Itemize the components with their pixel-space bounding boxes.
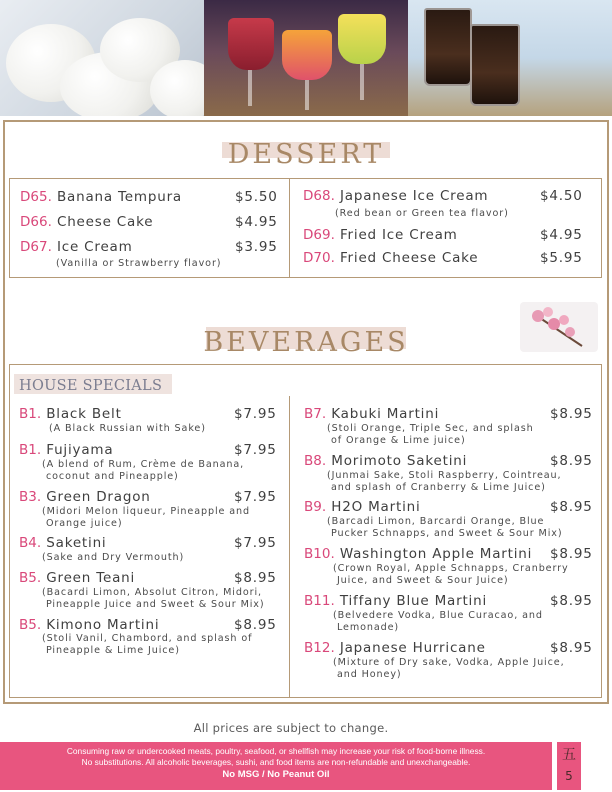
beverage-item-name: B7. Kabuki Martini xyxy=(304,406,440,422)
beverage-item-name: B12. Japanese Hurricane xyxy=(304,640,486,656)
dessert-item-price: $4.50 xyxy=(540,188,583,204)
beverage-item-description: (Mixture of Dry sake, Vodka, Apple Juice, and Honey) xyxy=(333,657,565,680)
dessert-item-name: D65. Banana Tempura xyxy=(20,189,183,205)
food-safety-notice: Consuming raw or undercooked meats, poultry, seafood, or shellfish may increase your risk of food-borne illness. xyxy=(66,746,486,756)
beverage-item-name: B5. Green Teani xyxy=(19,570,136,586)
dessert-item-name: D70. Fried Cheese Cake xyxy=(303,250,479,266)
beverage-item-name: B8. Morimoto Saketini xyxy=(304,453,468,469)
dessert-item-price: $3.95 xyxy=(235,239,278,255)
beverage-item-price: $7.95 xyxy=(234,406,277,422)
dessert-item-price: $5.50 xyxy=(235,189,278,205)
beverage-item-description: (A Black Russian with Sake) xyxy=(49,423,206,434)
beverage-item-name: B5. Kimono Martini xyxy=(19,617,160,633)
iced-drinks-photo xyxy=(408,0,612,116)
house-specials-heading: HOUSE SPECIALS xyxy=(19,378,163,394)
dessert-item-name: D69. Fried Ice Cream xyxy=(303,227,458,243)
beverage-item-price: $8.95 xyxy=(550,640,593,656)
beverage-item-price: $7.95 xyxy=(234,489,277,505)
beverages-title: BEVERAGES xyxy=(203,327,409,358)
beverage-item-price: $8.95 xyxy=(550,453,593,469)
dessert-column-divider xyxy=(289,178,290,278)
footer-banner xyxy=(0,742,552,790)
beverage-item-description: (Bacardi Limon, Absolut Citron, Midori, Pineapple Juice and Sweet & Sour Mix) xyxy=(42,587,265,610)
beverage-item-price: $8.95 xyxy=(550,546,593,562)
dessert-item-name: D67. Ice Cream xyxy=(20,239,133,255)
beverage-item-name: B1. Fujiyama xyxy=(19,442,114,458)
beverage-item-description: (Midori Melon liqueur, Pineapple and Orange juice) xyxy=(42,506,251,529)
beverage-item-name: B11. Tiffany Blue Martini xyxy=(304,593,488,609)
dessert-item-name: D66. Cheese Cake xyxy=(20,214,154,230)
page-number-tab xyxy=(557,742,581,790)
dessert-item-description: (Red bean or Green tea flavor) xyxy=(335,208,509,219)
beverage-item-price: $8.95 xyxy=(550,406,593,422)
price-disclaimer: All prices are subject to change. xyxy=(193,721,389,735)
dessert-item-price: $5.95 xyxy=(540,250,583,266)
beverage-item-description: (Stoli Vanil, Chambord, and splash of Pineapple & Lime Juice) xyxy=(42,633,253,656)
beverage-item-name: B3. Green Dragon xyxy=(19,489,151,505)
cocktails-photo xyxy=(204,0,408,116)
dessert-item-price: $4.95 xyxy=(540,227,583,243)
beverage-item-description: (Belvedere Vodka, Blue Curacao, and Lemonade) xyxy=(333,610,543,633)
beverage-item-name: B9. H2O Martini xyxy=(304,499,421,515)
ice-cream-photo xyxy=(0,0,204,116)
page-kanji: 五 xyxy=(562,747,576,763)
refund-policy-notice: No substitutions. All alcoholic beverages, sushi, and food items are non-refundable and unexchangeable. xyxy=(81,757,471,767)
beverage-item-price: $7.95 xyxy=(234,442,277,458)
beverage-item-description: (Junmai Sake, Stoli Raspberry, Cointreau, and splash of Cranberry & Lime Juice) xyxy=(327,470,562,493)
beverage-item-price: $8.95 xyxy=(234,617,277,633)
dessert-item-price: $4.95 xyxy=(235,214,278,230)
beverage-item-description: (A blend of Rum, Crème de Banana, coconut and Pineapple) xyxy=(42,459,245,482)
dessert-item-description: (Vanilla or Strawberry flavor) xyxy=(56,258,222,269)
beverage-item-price: $8.95 xyxy=(550,499,593,515)
beverage-item-price: $8.95 xyxy=(234,570,277,586)
beverages-column-divider xyxy=(289,396,290,698)
beverage-item-description: (Barcadi Limon, Barcardi Orange, Blue Pucker Schnapps, and Sweet & Sour Mix) xyxy=(327,516,563,539)
beverage-item-price: $7.95 xyxy=(234,535,277,551)
beverage-item-description: (Sake and Dry Vermouth) xyxy=(42,552,185,563)
beverage-item-price: $8.95 xyxy=(550,593,593,609)
beverage-item-description: (Stoli Orange, Triple Sec, and splash of Orange & Lime juice) xyxy=(327,423,534,446)
msg-peanut-notice: No MSG / No Peanut Oil xyxy=(222,769,330,780)
beverage-item-description: (Crown Royal, Apple Schnapps, Cranberry Juice, and Sweet & Sour Juice) xyxy=(333,563,569,586)
dessert-title: DESSERT xyxy=(227,139,385,170)
beverage-item-name: B1. Black Belt xyxy=(19,406,122,422)
dessert-item-name: D68. Japanese Ice Cream xyxy=(303,188,489,204)
beverage-item-name: B10. Washington Apple Martini xyxy=(304,546,533,562)
page-number: 5 xyxy=(565,769,573,783)
beverage-item-name: B4. Saketini xyxy=(19,535,107,551)
